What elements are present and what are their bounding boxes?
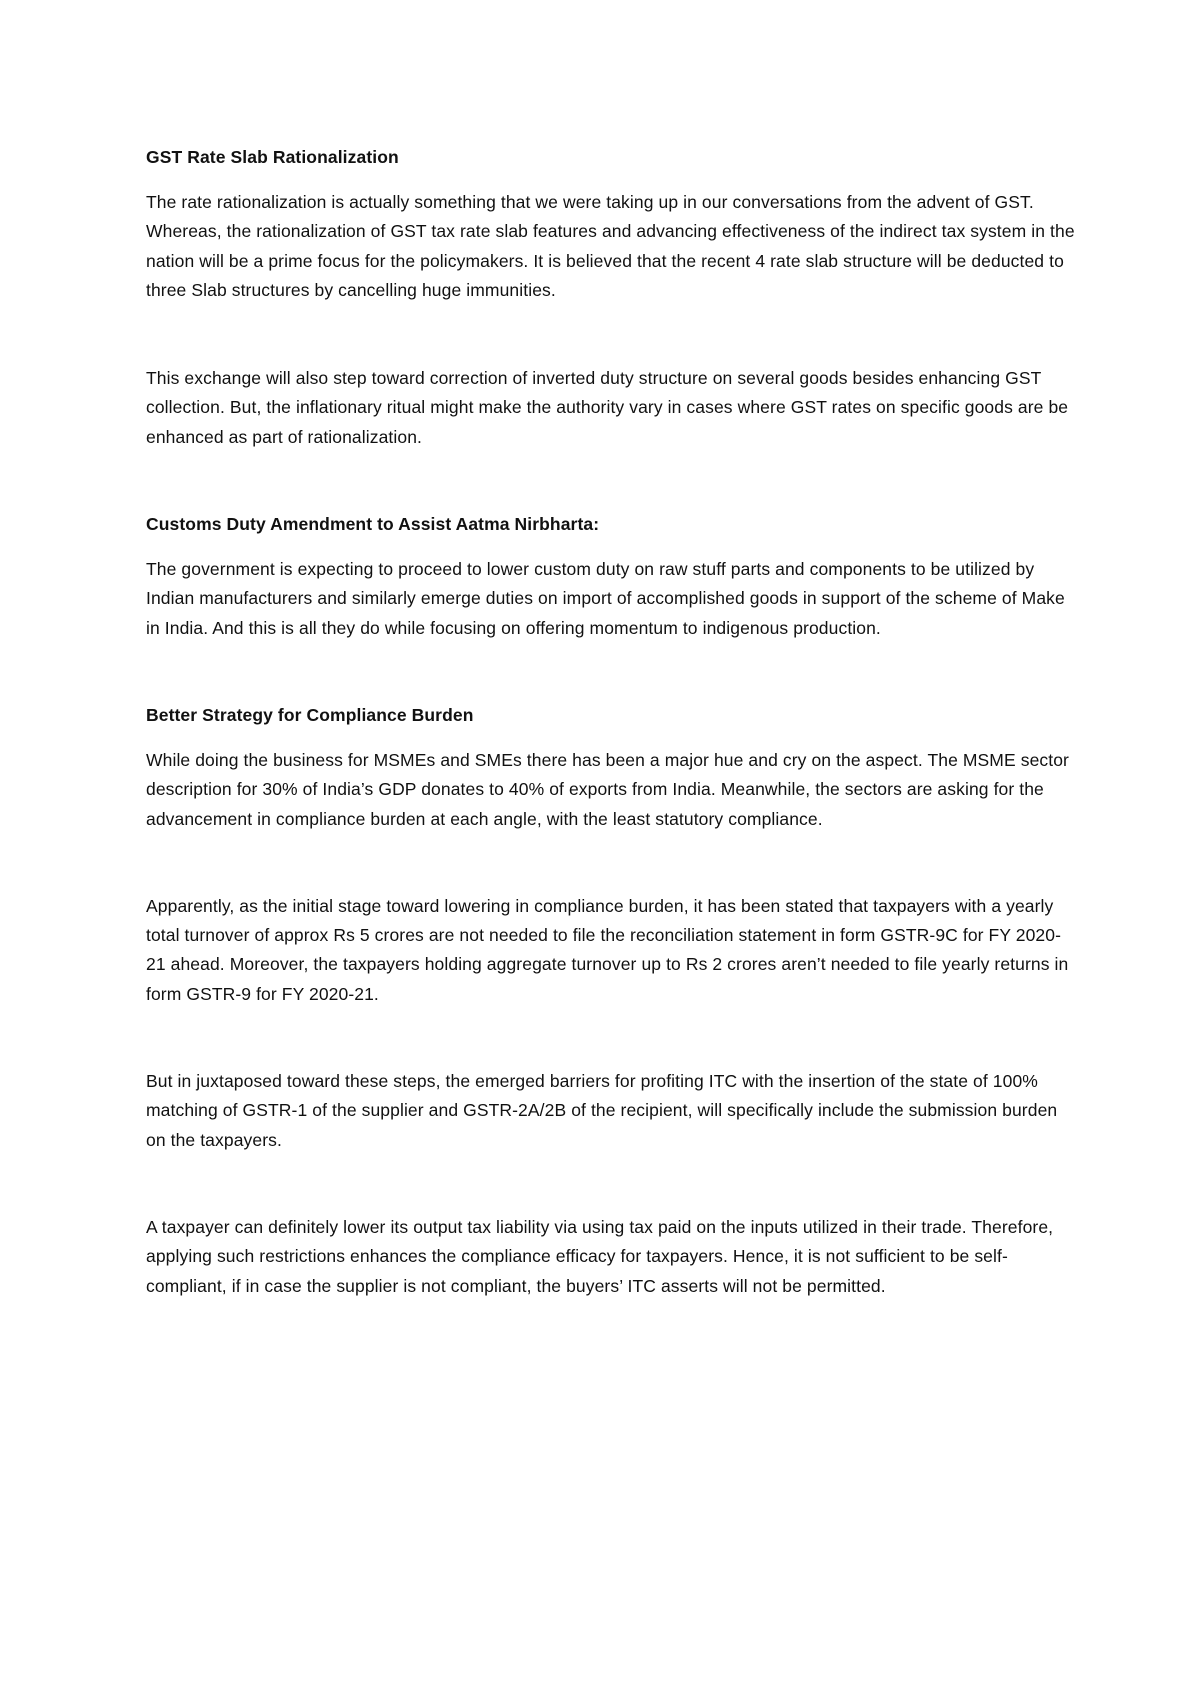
section-heading-compliance-burden: Better Strategy for Compliance Burden [146, 704, 474, 725]
paragraph: The government is expecting to proceed to lower custom duty on raw stuff parts and components to be utilized by Indian manufacturers and similarly emerge duties on import of accomplished goods in support of the scheme of Make in India. And this is all they do while focusing on offering momentum to indigenous production. [146, 559, 1065, 638]
paragraph: But in juxtaposed toward these steps, the emerged barriers for profiting ITC with the insertion of the state of 100% matching of GSTR-1 of the supplier and GSTR-2A/2B of the recipient, will specifically include the submission burden on the taxpayers. [146, 1071, 1058, 1150]
paragraph: While doing the business for MSMEs and SMEs there has been a major hue and cry on the aspect. The MSME sector description for 30% of India’s GDP donates to 40% of exports from India. Meanwhile, the sectors are asking for the advancement in compliance burden at each angle, with the least statutory compliance. [146, 749, 1069, 829]
paragraph: Apparently, as the initial stage toward lowering in compliance burden, it has been stated that taxpayers with a yearly total turnover of approx Rs 5 crores are not needed to file the reconciliation statement in form GSTR-9C for FY 2020-21 ahead. Moreover, the taxpayers holding aggregate turnover up to Rs 2 crores aren’t needed to file yearly returns in form GSTR-9 for FY 2020-21. [146, 895, 1069, 1004]
paragraph: This exchange will also step toward correction of inverted duty structure on several goods besides enhancing GST collection. But, the inflationary ritual might make the authority vary in cases where GST rates on specific goods are be enhanced as part of rationalization. [146, 368, 1069, 447]
paragraph: A taxpayer can definitely lower its output tax liability via using tax paid on the inputs utilized in their trade. Therefore, applying such restrictions enhances the compliance efficacy for taxpayers. Hence, it is not sufficient to be self- compliant, if in case the supplier is not compliant, the buyers’ ITC asserts will not be permitted. [146, 1216, 1054, 1296]
document-body [146, 143, 1076, 1301]
section-heading-gst-rate-slab: GST Rate Slab Rationalization [146, 147, 399, 167]
section-heading-customs-duty: Customs Duty Amendment to Assist Aatma Nirbharta: [146, 514, 600, 535]
paragraph: The rate rationalization is actually something that we were taking up in our conversations from the advent of GST. Whereas, the rationalization of GST tax rate slab features and advancing effectiveness of the indirect tax system in the nation will be a prime focus for the policymakers. It is believed that the recent 4 rate slab structure will be deducted to three Slab structures by cancelling huge immunities. [146, 192, 1075, 300]
